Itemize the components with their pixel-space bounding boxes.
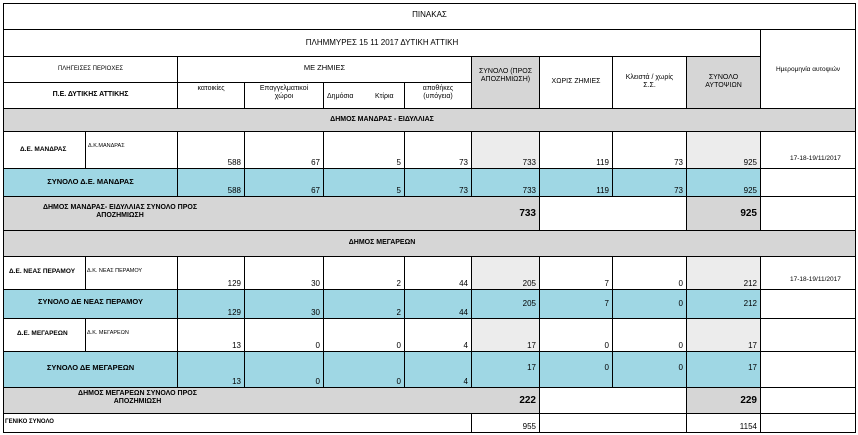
storage-header: αποθήκες (υπόγεια) [422, 85, 454, 101]
row-cell [539, 168, 613, 197]
pe-header: Π.Ε. ΔΥΤΙΚΗΣ ΑΤΤΙΚΗΣ [52, 91, 129, 98]
row-cell [612, 351, 687, 388]
row-cell [686, 256, 761, 290]
value-closed: 73 [674, 185, 683, 195]
public-header: Δημόσια [327, 93, 354, 100]
value-total-insp: 17 [748, 362, 757, 372]
value-closed: 0 [678, 298, 683, 308]
total-insp-header: ΣΥΝΟΛΟ ΑΥΤΟΨΙΩΝ [705, 74, 742, 90]
row-cell [85, 131, 178, 169]
grand-label: ΓΕΝΙΚΟ ΣΥΝΟΛΟ [5, 419, 54, 425]
value-closed: 73 [674, 157, 683, 167]
value-total-insp: 17 [748, 340, 757, 350]
value-professional: 67 [311, 185, 320, 195]
with-damage-header: ΜΕ ΖΗΜΙΕΣ [303, 63, 346, 72]
row-cell [323, 289, 405, 319]
row-cell [323, 318, 405, 352]
closed-header: Κλειστά / χωρίς Σ.Σ. [625, 74, 674, 90]
grand-total: 955 [522, 421, 536, 431]
comp-total: 222 [519, 395, 536, 406]
row-cell [244, 168, 324, 197]
row-cell [244, 351, 324, 388]
row-cell [471, 351, 540, 388]
value-public: 0 [396, 376, 401, 386]
value-storage: 73 [459, 185, 468, 195]
value-no-damage: 7 [604, 278, 609, 288]
dk-label: Δ.Κ. ΜΕΓΑΡΕΩΝ [87, 330, 129, 336]
value-houses: 129 [227, 307, 241, 317]
row-cell [323, 351, 405, 388]
value-total-comp: 205 [522, 298, 536, 308]
row-cell [404, 168, 472, 197]
de-label: Δ.Ε. ΜΕΓΑΡΕΩΝ [17, 330, 68, 337]
comp-total: 733 [519, 208, 536, 219]
de-label: Δ.Ε. ΝΕΑΣ ΠΕΡΑΜΟΥ [9, 268, 76, 275]
row-cell [539, 413, 687, 433]
total-label: ΣΥΝΟΛΟ ΔΕ ΜΕΓΑΡΕΩΝ [46, 363, 135, 372]
total-label: ΣΥΝΟΛΟ ΔΕ ΝΕΑΣ ΠΕΡΑΜΟΥ [37, 297, 144, 306]
section-megara: ΔΗΜΟΣ ΜΕΓΑΡΕΩΝ [348, 239, 416, 246]
value-houses: 588 [227, 157, 241, 167]
value-no-damage: 7 [604, 298, 609, 308]
value-no-damage: 0 [604, 362, 609, 372]
value-professional: 30 [311, 307, 320, 317]
professional-header: Επαγγελματικοί χώροι [259, 85, 309, 101]
value-public: 5 [396, 185, 401, 195]
total-comp-header: ΣΥΝΟΛΟ (ΠΡΟΣ ΑΠΟΖΗΜΙΩΣΗ) [478, 68, 533, 84]
row-cell [471, 318, 540, 352]
row-cell [612, 131, 687, 169]
row-cell [323, 168, 405, 197]
row-cell [539, 256, 613, 290]
row-cell [177, 131, 245, 169]
total-label: ΣΥΝΟΛΟ Δ.Ε. ΜΑΝΔΡΑΣ [47, 177, 134, 186]
value-professional: 67 [311, 157, 320, 167]
row-cell [686, 413, 761, 433]
row-cell [471, 256, 540, 290]
row-cell [177, 318, 245, 352]
row-cell [85, 318, 178, 352]
comp-insp: 229 [740, 395, 757, 406]
row-cell [471, 168, 540, 197]
row-cell [323, 256, 405, 290]
row-cell [177, 256, 245, 290]
value-storage: 73 [459, 157, 468, 167]
row-cell [244, 318, 324, 352]
row-cell [539, 289, 613, 319]
value-public: 0 [396, 340, 401, 350]
row-cell [539, 318, 613, 352]
value-total-insp: 212 [743, 278, 757, 288]
value-closed: 0 [678, 362, 683, 372]
row-cell [539, 131, 613, 169]
value-closed: 0 [678, 340, 683, 350]
value-no-damage: 0 [604, 340, 609, 350]
table-title: ΠΙΝΑΚΑΣ [412, 10, 447, 19]
section-mandra: ΔΗΜΟΣ ΜΑΝΔΡΑΣ - ΕΙΔΥΛΛΙΑΣ [330, 116, 434, 123]
value-total-comp: 733 [522, 157, 536, 167]
value-total-comp: 733 [522, 185, 536, 195]
value-houses: 13 [232, 376, 241, 386]
comp-label: ΔΗΜΟΣ ΜΑΝΔΡΑΣ- ΕΙΔΥΛΛΙΑΣ ΣΥΝΟΛΟ ΠΡΟΣ ΑΠΟΖΗΜΙΩΣΗ [42, 204, 198, 220]
row-cell [404, 131, 472, 169]
grand-insp: 1154 [739, 421, 757, 431]
value-no-damage: 119 [596, 185, 609, 195]
row-cell [686, 196, 761, 231]
row-cell [612, 256, 687, 290]
row-cell [404, 256, 472, 290]
row-cell [471, 131, 540, 169]
value-no-damage: 119 [596, 157, 609, 167]
value-houses: 588 [227, 185, 241, 195]
value-total-insp: 212 [743, 298, 757, 308]
value-storage: 4 [463, 340, 468, 350]
row-cell [177, 289, 245, 319]
row-cell [244, 256, 324, 290]
value-total-comp: 205 [522, 278, 536, 288]
value-professional: 0 [315, 376, 320, 386]
row-cell [539, 387, 687, 414]
row-cell [404, 318, 472, 352]
value-storage: 4 [463, 376, 468, 386]
row-cell [686, 387, 761, 414]
row-cell [471, 289, 540, 319]
affected-areas-header: ΠΛΗΓΕΙΣΕΣ ΠΕΡΙΟΧΕΣ [57, 66, 124, 72]
value-houses: 129 [227, 278, 241, 288]
value-storage: 44 [459, 307, 468, 317]
row-cell [471, 413, 540, 433]
row-cell [323, 131, 405, 169]
row-cell [686, 168, 761, 197]
row-cell [404, 289, 472, 319]
comp-label: ΔΗΜΟΣ ΜΕΓΑΡΕΩΝ ΣΥΝΟΛΟ ΠΡΟΣ ΑΠΟΖΗΜΙΩΣΗ [78, 390, 197, 406]
value-houses: 13 [232, 340, 241, 350]
row-cell [539, 351, 613, 388]
dk-label: Δ.Κ.ΜΑΝΔΡΑΣ [88, 143, 125, 149]
comp-insp: 925 [740, 208, 757, 219]
value-public: 5 [396, 157, 401, 167]
value-total-comp: 17 [527, 340, 536, 350]
no-damage-header: ΧΩΡΙΣ ΖΗΜΙΕΣ [551, 78, 601, 85]
row-cell [612, 168, 687, 197]
dk-label: Δ.Κ. ΝΕΑΣ ΠΕΡΑΜΟΥ [87, 268, 143, 274]
date-value: 17-18-19/11/2017 [790, 155, 841, 162]
value-public: 2 [396, 307, 401, 317]
buildings-header: Κτίρια [375, 93, 394, 100]
row-cell [686, 131, 761, 169]
row-cell [177, 351, 245, 388]
row-cell [244, 131, 324, 169]
row-cell [686, 351, 761, 388]
row-cell [686, 318, 761, 352]
row-cell [85, 256, 178, 290]
row-cell [404, 351, 472, 388]
dates-header: Ημερομηνία αυτοψιών [775, 66, 841, 73]
value-professional: 0 [315, 340, 320, 350]
row-cell [612, 318, 687, 352]
value-professional: 30 [311, 278, 320, 288]
houses-header: κατοικίες [197, 85, 225, 92]
value-public: 2 [396, 278, 401, 288]
value-total-insp: 925 [743, 185, 757, 195]
row-cell [612, 289, 687, 319]
value-total-comp: 17 [527, 362, 536, 372]
value-closed: 0 [678, 278, 683, 288]
row-cell [177, 168, 245, 197]
value-storage: 44 [459, 278, 468, 288]
row-cell [686, 289, 761, 319]
de-label: Δ.Ε. ΜΑΝΔΡΑΣ [20, 146, 67, 153]
row-cell [244, 289, 324, 319]
table-subtitle: ΠΛΗΜΜΥΡΕΣ 15 11 2017 ΔΥΤΙΚΗ ΑΤΤΙΚΗ [305, 38, 459, 47]
row-cell [539, 196, 687, 231]
date-value: 17-18-19/11/2017 [790, 276, 841, 283]
value-total-insp: 925 [743, 157, 757, 167]
